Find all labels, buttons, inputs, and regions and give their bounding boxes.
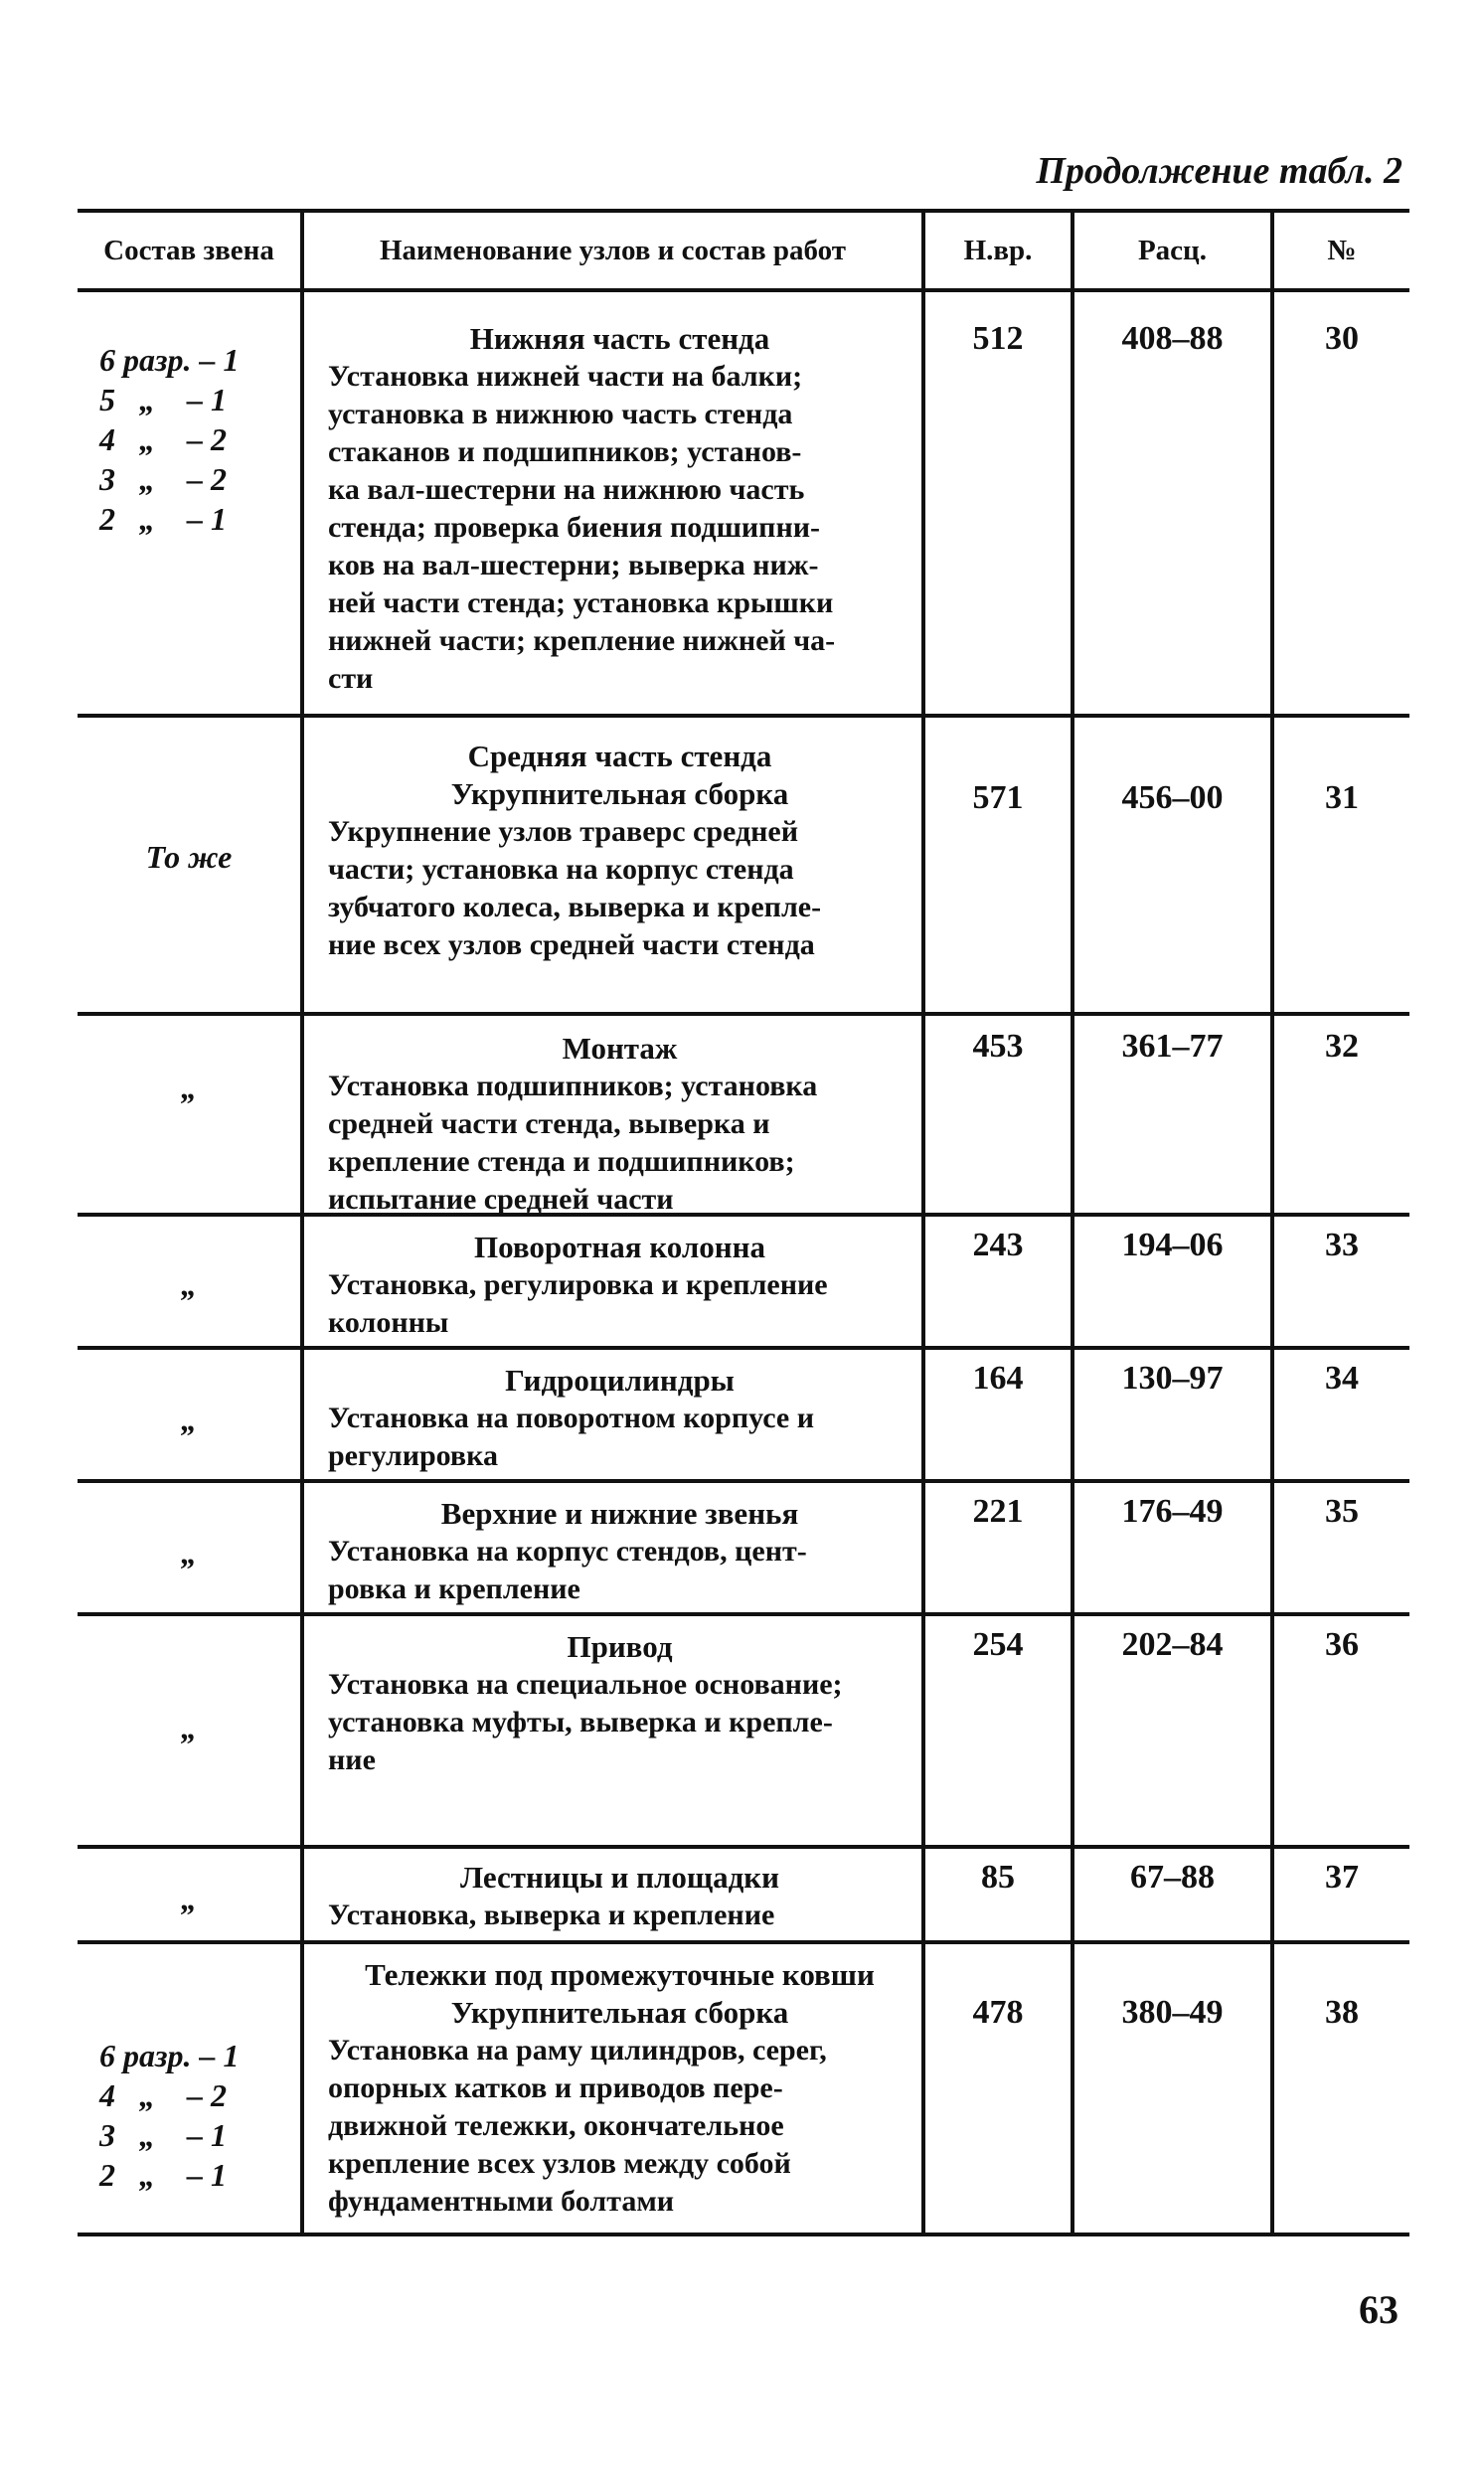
table-row (78, 1217, 1409, 1346)
table-row (78, 1016, 1409, 1216)
norm-time: 512 (925, 292, 1074, 714)
table-row (78, 1350, 1409, 1479)
table-row (78, 1944, 1409, 2233)
row-number: 32 (1325, 1028, 1359, 1065)
row-number: 35 (1325, 1493, 1359, 1530)
work-description: Установка на специальное основание; установка муфты, выверка и крепле- ние (328, 1668, 843, 1776)
work-title: Верхние и нижние звенья (440, 1496, 799, 1531)
work-title: Лестницы и площадки (460, 1860, 779, 1895)
row-number: 36 (1325, 1626, 1359, 1663)
crew-composition: 6 разр. – 1 5 „ – 1 4 „ – 2 3 „ – 2 2 „ – 1 (99, 342, 240, 537)
work-title: Монтаж (562, 1031, 678, 1066)
work-title: Тележки под промежуточные ковши Укрупнительная сборка (365, 1957, 875, 2030)
work-title: Привод (567, 1629, 673, 1664)
work-description: Установка нижней части на балки; установка в нижнюю часть стенда стаканов и подшипников; установ- ка вал-шестерни на нижнюю часть стенда; проверка биения подшипни- ков на вал-шестерни; выверка ниж- ней части стенда; установка крышки нижней части; крепление нижней ча- сти (328, 360, 836, 695)
crew-composition: „ (181, 1535, 197, 1571)
work-cell (300, 292, 925, 714)
work-title: Гидроцилиндры (505, 1363, 735, 1398)
rate: 130–97 (1074, 1350, 1274, 1479)
table-row (78, 718, 1409, 1012)
crew-cell (78, 718, 300, 1012)
norm-time: 243 (925, 1217, 1074, 1346)
work-description: Установка, регулировка и крепление колонны (328, 1268, 828, 1339)
rate: 408–88 (1074, 292, 1274, 714)
row-number: 34 (1325, 1360, 1359, 1397)
crew-cell (78, 1483, 300, 1612)
work-cell (300, 718, 925, 1012)
norm-time: 85 (925, 1849, 1074, 1940)
work-cell (300, 1350, 925, 1479)
table-header-row (78, 213, 1409, 288)
norm-time: 254 (925, 1616, 1074, 1845)
header-work: Наименование узлов и состав работ (300, 213, 925, 288)
crew-composition: „ (181, 1070, 197, 1105)
norm-time: 571 (925, 718, 1074, 1012)
rate: 194–06 (1074, 1217, 1274, 1346)
row-number: 38 (1325, 1994, 1359, 2031)
crew-composition: „ (181, 1881, 197, 1916)
crew-cell (78, 1016, 300, 1213)
row-number: 31 (1325, 779, 1359, 816)
row-number: 33 (1325, 1227, 1359, 1263)
work-description: Установка на корпус стендов, цент- ровка и крепление (328, 1535, 807, 1605)
table-row (78, 1849, 1409, 1940)
header-rate: Расц. (1074, 213, 1274, 288)
crew-cell (78, 292, 300, 714)
rate: 380–49 (1074, 1944, 1274, 2233)
header-norm: Н.вр. (925, 213, 1074, 288)
crew-composition: „ (181, 1266, 197, 1302)
table-row (78, 292, 1409, 714)
rate: 361–77 (1074, 1016, 1274, 1213)
rate: 176–49 (1074, 1483, 1274, 1612)
work-description: Установка на раму цилиндров, серег, опорных катков и приводов пере- движной тележки, окончательное крепление всех узлов между собой фундаментными болтами (328, 2034, 827, 2218)
crew-cell (78, 1616, 300, 1845)
work-description: Укрупнение узлов траверс средней части; установка на корпус стенда зубчатого колеса, выверка и крепле- ние всех узлов средней части стенда (328, 815, 822, 961)
work-cell (300, 1944, 925, 2233)
rate: 67–88 (1074, 1849, 1274, 1940)
table-row (78, 1616, 1409, 1845)
crew-composition: 6 разр. – 1 4 „ – 2 3 „ – 1 2 „ – 1 (99, 2038, 240, 2193)
crew-composition: „ (181, 1710, 197, 1745)
table-continuation-caption: Продолжение табл. 2 (1036, 150, 1402, 192)
work-cell (300, 1616, 925, 1845)
work-description: Установка, выверка и крепление (328, 1899, 775, 1931)
norm-time: 453 (925, 1016, 1074, 1213)
row-number: 30 (1325, 320, 1359, 357)
work-norms-table (78, 209, 1409, 2236)
crew-composition: „ (181, 1402, 197, 1437)
norm-time: 221 (925, 1483, 1074, 1612)
work-title: Средняя часть стенда Укрупнительная сборка (450, 739, 789, 811)
work-cell (300, 1483, 925, 1612)
crew-cell (78, 1217, 300, 1346)
header-number: № (1327, 234, 1357, 266)
crew-cell (78, 1849, 300, 1940)
row-number: 37 (1325, 1859, 1359, 1896)
header-crew: Состав звена (103, 234, 274, 266)
work-cell (300, 1849, 925, 1940)
norm-time: 164 (925, 1350, 1074, 1479)
work-cell (300, 1217, 925, 1346)
crew-composition: То же (145, 839, 233, 875)
work-description: Установка подшипников; установка средней части стенда, выверка и крепление стенда и подшипников; испытание средней части (328, 1070, 818, 1216)
page-number: 63 (1359, 2287, 1399, 2332)
crew-cell (78, 1944, 300, 2233)
norm-time: 478 (925, 1944, 1074, 2233)
work-description: Установка на поворотном корпусе и регулировка (328, 1402, 814, 1472)
crew-cell (78, 1350, 300, 1479)
rate: 456–00 (1074, 718, 1274, 1012)
work-title: Поворотная колонна (474, 1230, 765, 1264)
work-title: Нижняя часть стенда (469, 321, 770, 356)
work-cell (300, 1016, 925, 1216)
table-row (78, 1483, 1409, 1612)
rate: 202–84 (1074, 1616, 1274, 1845)
table-bottom-rule (78, 2233, 1409, 2236)
